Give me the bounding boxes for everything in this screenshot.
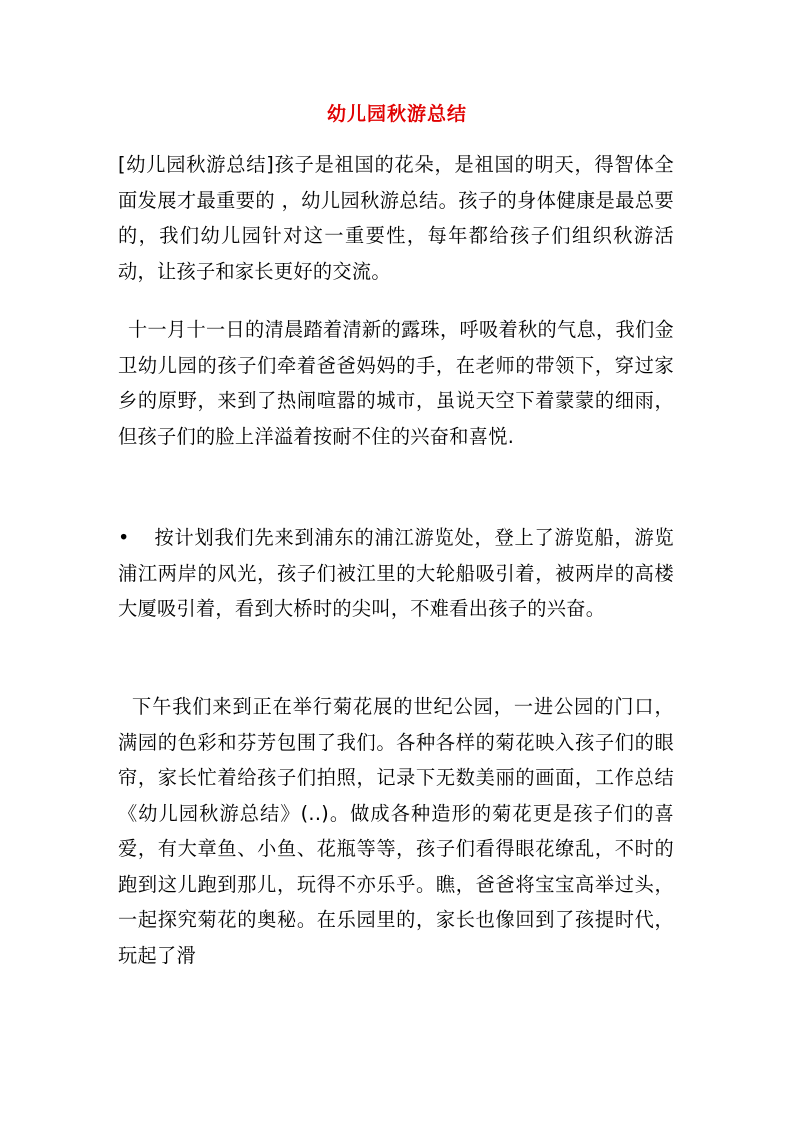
paragraph-morning: 十一月十一日的清晨踏着清新的露珠，呼吸着秋的气息，我们金卫幼儿园的孩子们牵着爸爸妈妈的手，在老师的带领下，穿过家乡的原野，来到了热闹喧嚣的城市，虽说天空下着蒙蒙的细雨，但孩子们的脸上洋溢着按耐不住的兴奋和喜悦. <box>118 318 674 448</box>
paragraph-afternoon: 下午我们来到正在举行菊花展的世纪公园，一进公园的门口，满园的色彩和芬芳包围了我们。各种各样的菊花映入孩子们的眼帘，家长忙着给孩子们拍照，记录下无数美丽的画面，工作总结《幼儿园秋游总结》(..)。做成各种造形的菊花更是孩子们的喜爱，有大章鱼、小鱼、花瓶等等，孩子们看得眼花缭乱，不时的跑到这儿跑到那儿，玩得不亦乐乎。瞧，爸爸将宝宝高举过头，一起探究菊花的奥秘。在乐园里的，家长也像回到了孩提时代，玩起了滑 <box>118 695 674 967</box>
paragraph-intro: [幼儿园秋游总结]孩子是祖国的花朵，是祖国的明天，得智体全面发展才最重要的 ，幼儿园秋游总结。孩子的身体健康是最总要的，我们幼儿园针对这一重要性，每年都给孩子们组织秋游活动，让孩子和家长更好的交流。 <box>118 153 674 283</box>
paragraph-boat-tour <box>118 520 674 627</box>
document-title: 幼儿园秋游总结 <box>326 103 467 125</box>
paragraph-boat-tour-text: 按计划我们先来到浦东的浦江游览处，登上了游览船，游览浦江两岸的风光，孩子们被江里的大轮船吸引着，被两岸的高楼大厦吸引着，看到大桥时的尖叫，不难看出孩子的兴奋。 <box>118 526 674 620</box>
bullet-point: • <box>118 526 130 549</box>
